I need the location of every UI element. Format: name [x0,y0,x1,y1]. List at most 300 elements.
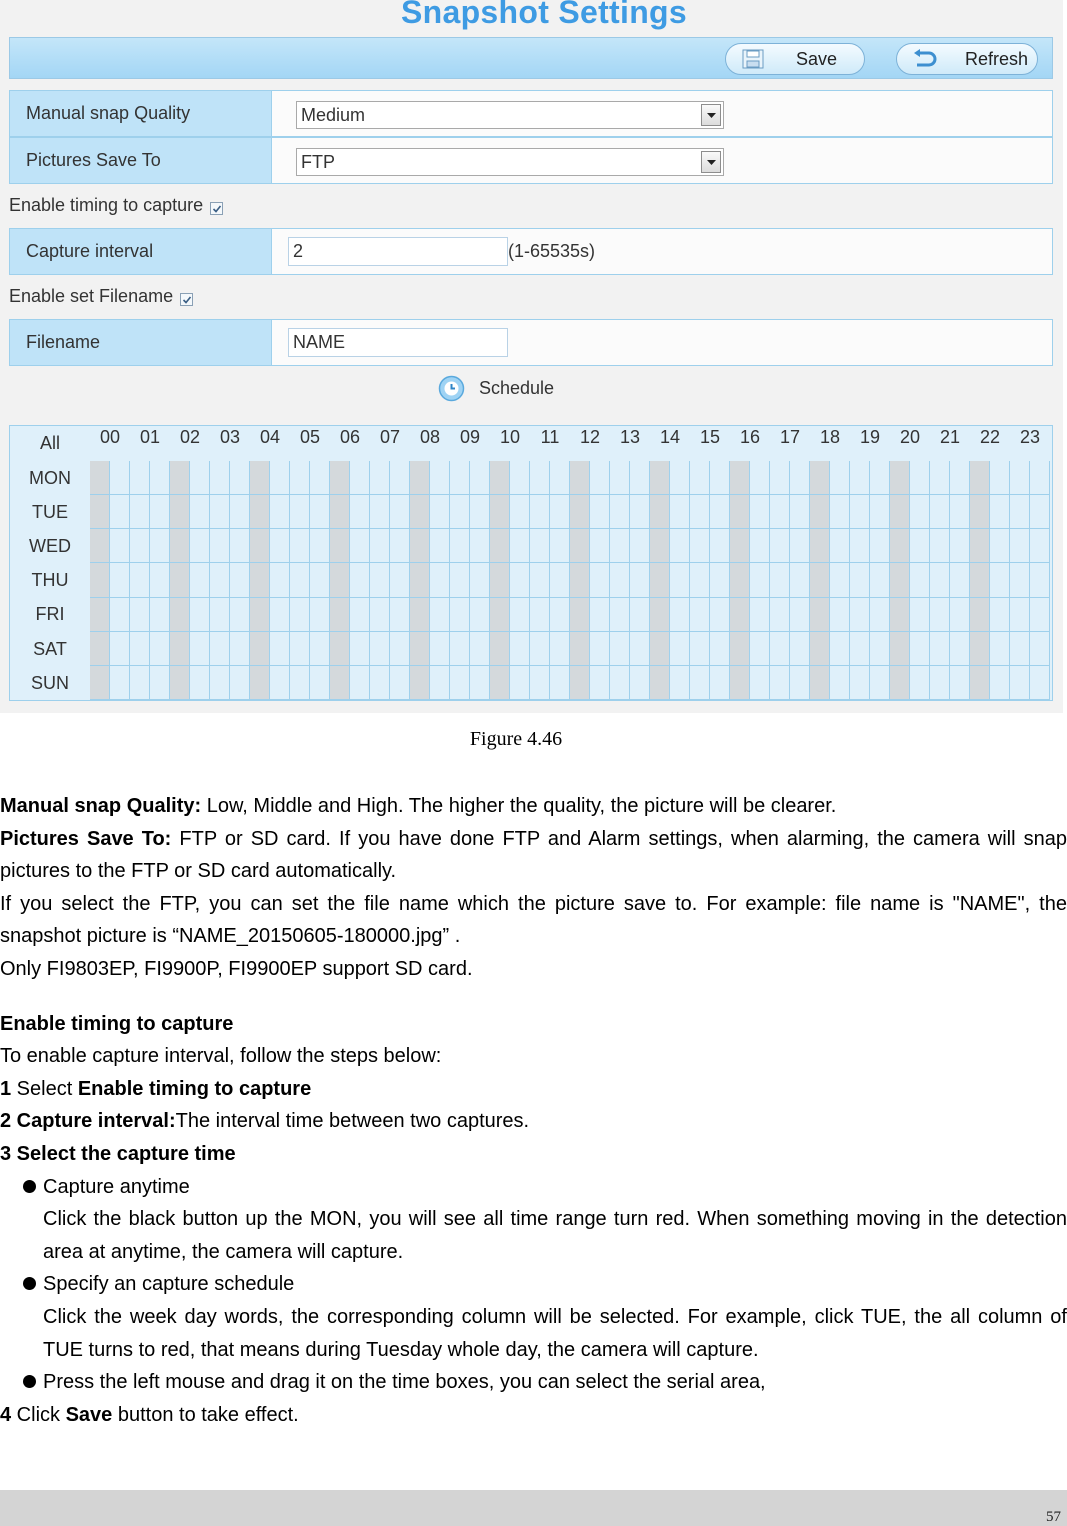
schedule-cell[interactable] [910,461,930,495]
schedule-cell[interactable] [710,495,730,529]
schedule-cell[interactable] [710,666,730,700]
schedule-cell[interactable] [270,666,290,700]
schedule-cell[interactable] [310,461,330,495]
day-label-tue[interactable]: TUE [32,501,68,522]
schedule-cell[interactable] [130,461,150,495]
schedule-cell[interactable] [210,598,230,632]
schedule-cell[interactable] [550,666,570,700]
schedule-cell[interactable] [430,666,450,700]
schedule-cell[interactable] [190,598,210,632]
schedule-cell[interactable] [390,598,410,632]
schedule-cell[interactable] [610,461,630,495]
schedule-cell[interactable] [470,495,490,529]
day-label-sun[interactable]: SUN [30,672,69,693]
schedule-cell[interactable] [210,563,230,597]
schedule-cell[interactable] [270,461,290,495]
schedule-cell[interactable] [830,666,850,700]
schedule-cell[interactable] [150,563,170,597]
schedule-cell[interactable] [850,495,870,529]
schedule-cell[interactable] [90,529,110,563]
schedule-cell[interactable] [610,666,630,700]
hour-header-16[interactable]: 16 [730,426,770,448]
schedule-cell[interactable] [970,495,990,529]
schedule-cell[interactable] [470,529,490,563]
day-label-fri[interactable]: FRI [35,604,65,625]
schedule-cell[interactable] [950,529,970,563]
schedule-cell[interactable] [210,632,230,666]
schedule-cell[interactable] [130,495,150,529]
schedule-cell[interactable] [890,529,910,563]
schedule-cell[interactable] [990,598,1010,632]
hour-header-10[interactable]: 10 [490,426,530,448]
schedule-cell[interactable] [110,461,130,495]
schedule-cell[interactable] [1010,495,1030,529]
schedule-cell[interactable] [850,632,870,666]
filename-input[interactable]: NAME [288,328,508,357]
schedule-cell[interactable] [510,598,530,632]
enable-timing-checkbox[interactable] [210,202,223,215]
hour-header-20[interactable]: 20 [890,426,930,448]
schedule-cell[interactable] [750,563,770,597]
schedule-cell[interactable] [770,563,790,597]
schedule-cell[interactable] [370,563,390,597]
schedule-cell[interactable] [330,666,350,700]
schedule-cell[interactable] [350,461,370,495]
hour-header-15[interactable]: 15 [690,426,730,448]
schedule-cell[interactable] [310,529,330,563]
schedule-cell[interactable] [210,495,230,529]
chevron-down-icon[interactable] [701,104,721,126]
schedule-cell[interactable] [470,598,490,632]
schedule-cell[interactable] [730,495,750,529]
schedule-cell[interactable] [230,632,250,666]
schedule-cell[interactable] [830,529,850,563]
schedule-cell[interactable] [990,632,1010,666]
pictures-save-to-select[interactable] [296,148,724,176]
schedule-cell[interactable] [130,563,150,597]
hour-header-01[interactable]: 01 [130,426,170,448]
schedule-cell[interactable] [750,632,770,666]
hour-header-18[interactable]: 18 [810,426,850,448]
schedule-cell[interactable] [970,563,990,597]
schedule-cell[interactable] [690,495,710,529]
schedule-cell[interactable] [410,563,430,597]
schedule-cell[interactable] [350,563,370,597]
schedule-cell[interactable] [190,495,210,529]
schedule-cell[interactable] [610,529,630,563]
schedule-cell[interactable] [190,461,210,495]
schedule-cell[interactable] [150,598,170,632]
schedule-cell[interactable] [330,495,350,529]
schedule-cell[interactable] [1010,461,1030,495]
schedule-cell[interactable] [690,666,710,700]
schedule-cell[interactable] [590,598,610,632]
schedule-cell[interactable] [690,461,710,495]
schedule-cell[interactable] [550,461,570,495]
schedule-cell[interactable] [370,598,390,632]
schedule-cell[interactable] [950,563,970,597]
schedule-cell[interactable] [190,632,210,666]
schedule-cell[interactable] [450,495,470,529]
schedule-cell[interactable] [1010,529,1030,563]
schedule-cell[interactable] [510,495,530,529]
hour-header-02[interactable]: 02 [170,426,210,448]
manual-snap-quality-select[interactable] [296,101,724,129]
schedule-cell[interactable] [310,598,330,632]
schedule-cell[interactable] [810,598,830,632]
hour-header-00[interactable]: 00 [90,426,130,448]
schedule-cell[interactable] [570,563,590,597]
schedule-cell[interactable] [130,598,150,632]
schedule-cell[interactable] [450,563,470,597]
schedule-cell[interactable] [290,666,310,700]
schedule-cell[interactable] [90,563,110,597]
schedule-cell[interactable] [770,598,790,632]
schedule-cell[interactable] [670,632,690,666]
schedule-cell[interactable] [630,495,650,529]
schedule-cell[interactable] [1030,598,1050,632]
schedule-cell[interactable] [490,666,510,700]
schedule-cell[interactable] [810,666,830,700]
schedule-cell[interactable] [590,666,610,700]
schedule-cell[interactable] [330,529,350,563]
schedule-cell[interactable] [850,598,870,632]
schedule-cell[interactable] [470,632,490,666]
schedule-cell[interactable] [710,529,730,563]
schedule-cell[interactable] [510,461,530,495]
schedule-cell[interactable] [890,495,910,529]
schedule-cell[interactable] [970,461,990,495]
hour-header-13[interactable]: 13 [610,426,650,448]
schedule-cell[interactable] [310,666,330,700]
schedule-cell[interactable] [890,563,910,597]
schedule-cell[interactable] [910,495,930,529]
refresh-button[interactable] [896,43,1038,75]
schedule-cell[interactable] [570,632,590,666]
schedule-cell[interactable] [250,598,270,632]
select-all-button[interactable]: All [39,433,60,453]
schedule-cell[interactable] [410,598,430,632]
schedule-cell[interactable] [90,632,110,666]
schedule-cell[interactable] [250,529,270,563]
schedule-cell[interactable] [110,563,130,597]
hour-header-04[interactable]: 04 [250,426,290,448]
enable-filename-checkbox[interactable] [180,293,193,306]
schedule-cell[interactable] [250,563,270,597]
schedule-cell[interactable] [350,666,370,700]
hour-header-12[interactable]: 12 [570,426,610,448]
schedule-cell[interactable] [610,632,630,666]
capture-interval-input[interactable]: 2 [288,237,508,266]
schedule-cell[interactable] [470,461,490,495]
schedule-cell[interactable] [170,598,190,632]
schedule-cell[interactable] [390,563,410,597]
schedule-cell[interactable] [930,666,950,700]
schedule-cell[interactable] [690,529,710,563]
schedule-cell[interactable] [290,563,310,597]
schedule-cell[interactable] [290,598,310,632]
schedule-cell[interactable] [770,495,790,529]
schedule-cell[interactable] [390,461,410,495]
schedule-cell[interactable] [170,529,190,563]
schedule-cell[interactable] [930,495,950,529]
schedule-cell[interactable] [490,461,510,495]
schedule-cell[interactable] [650,632,670,666]
schedule-cell[interactable] [530,563,550,597]
schedule-cell[interactable] [150,529,170,563]
schedule-cell[interactable] [250,666,270,700]
schedule-cell[interactable] [870,598,890,632]
schedule-cell[interactable] [630,598,650,632]
schedule-cell[interactable] [330,632,350,666]
schedule-cell[interactable] [710,563,730,597]
schedule-cell[interactable] [390,666,410,700]
schedule-cell[interactable] [410,666,430,700]
schedule-cell[interactable] [410,632,430,666]
schedule-cell[interactable] [930,632,950,666]
schedule-cell[interactable] [270,495,290,529]
schedule-cell[interactable] [630,563,650,597]
schedule-cell[interactable] [790,495,810,529]
schedule-cell[interactable] [130,529,150,563]
schedule-cell[interactable] [530,632,550,666]
schedule-cell[interactable] [670,461,690,495]
schedule-cell[interactable] [150,461,170,495]
schedule-cell[interactable] [830,632,850,666]
schedule-cell[interactable] [350,495,370,529]
schedule-cell[interactable] [710,598,730,632]
schedule-cell[interactable] [650,461,670,495]
schedule-cell[interactable] [670,563,690,597]
schedule-cell[interactable] [550,563,570,597]
schedule-cell[interactable] [630,529,650,563]
schedule-cell[interactable] [770,461,790,495]
schedule-cell[interactable] [90,598,110,632]
schedule-cell[interactable] [490,563,510,597]
schedule-cell[interactable] [810,461,830,495]
schedule-cell[interactable] [650,563,670,597]
schedule-cell[interactable] [230,666,250,700]
hour-header-14[interactable]: 14 [650,426,690,448]
schedule-cell[interactable] [570,598,590,632]
schedule-cell[interactable] [110,598,130,632]
schedule-cell[interactable] [430,461,450,495]
schedule-cell[interactable] [710,461,730,495]
schedule-cell[interactable] [650,598,670,632]
schedule-cell[interactable] [810,563,830,597]
schedule-cell[interactable] [330,598,350,632]
schedule-cell[interactable] [410,461,430,495]
schedule-cell[interactable] [470,563,490,597]
schedule-cell[interactable] [790,598,810,632]
schedule-cell[interactable] [310,632,330,666]
schedule-cell[interactable] [570,461,590,495]
schedule-cell[interactable] [970,632,990,666]
schedule-cell[interactable] [290,495,310,529]
schedule-cell[interactable] [750,529,770,563]
schedule-cell[interactable] [570,666,590,700]
schedule-cell[interactable] [130,666,150,700]
schedule-cell[interactable] [430,563,450,597]
schedule-cell[interactable] [150,666,170,700]
schedule-cell[interactable] [830,495,850,529]
schedule-cell[interactable] [770,666,790,700]
schedule-cell[interactable] [290,632,310,666]
schedule-cell[interactable] [390,495,410,529]
schedule-cell[interactable] [1010,666,1030,700]
schedule-cell[interactable] [930,598,950,632]
schedule-cell[interactable] [490,632,510,666]
hour-header-22[interactable]: 22 [970,426,1010,448]
schedule-cell[interactable] [970,529,990,563]
schedule-cell[interactable] [790,563,810,597]
schedule-cell[interactable] [510,632,530,666]
schedule-cell[interactable] [870,563,890,597]
schedule-cell[interactable] [890,632,910,666]
schedule-cell[interactable] [650,529,670,563]
schedule-cell[interactable] [670,666,690,700]
schedule-cell[interactable] [750,666,770,700]
schedule-cell[interactable] [850,563,870,597]
schedule-cell[interactable] [230,495,250,529]
schedule-cell[interactable] [670,529,690,563]
schedule-cell[interactable] [690,598,710,632]
schedule-cell[interactable] [910,598,930,632]
hour-header-05[interactable]: 05 [290,426,330,448]
day-label-mon[interactable]: MON [29,467,71,488]
schedule-cell[interactable] [930,461,950,495]
schedule-cell[interactable] [430,598,450,632]
schedule-cell[interactable] [230,563,250,597]
schedule-cell[interactable] [350,529,370,563]
schedule-cell[interactable] [390,632,410,666]
schedule-cell[interactable] [790,461,810,495]
schedule-cell[interactable] [90,495,110,529]
hour-header-09[interactable]: 09 [450,426,490,448]
schedule-cell[interactable] [250,495,270,529]
schedule-cell[interactable] [110,495,130,529]
schedule-cell[interactable] [950,632,970,666]
schedule-cell[interactable] [1030,632,1050,666]
schedule-cell[interactable] [950,461,970,495]
schedule-cell[interactable] [230,598,250,632]
schedule-cell[interactable] [290,529,310,563]
hour-header-08[interactable]: 08 [410,426,450,448]
save-button[interactable] [725,43,865,75]
schedule-cell[interactable] [230,529,250,563]
schedule-cell[interactable] [490,495,510,529]
hour-header-06[interactable]: 06 [330,426,370,448]
schedule-cell[interactable] [850,461,870,495]
schedule-cell[interactable] [110,529,130,563]
schedule-cell[interactable] [870,461,890,495]
schedule-cell[interactable] [1030,495,1050,529]
schedule-cell[interactable] [730,666,750,700]
schedule-cell[interactable] [310,495,330,529]
schedule-cell[interactable] [150,495,170,529]
schedule-cell[interactable] [450,632,470,666]
schedule-cell[interactable] [730,529,750,563]
schedule-cell[interactable] [90,666,110,700]
schedule-cell[interactable] [990,461,1010,495]
schedule-cell[interactable] [890,461,910,495]
schedule-cell[interactable] [490,529,510,563]
schedule-cell[interactable] [110,666,130,700]
schedule-cell[interactable] [170,495,190,529]
schedule-cell[interactable] [530,598,550,632]
schedule-cell[interactable] [270,563,290,597]
schedule-cell[interactable] [810,632,830,666]
schedule-cell[interactable] [950,495,970,529]
schedule-cell[interactable] [990,666,1010,700]
schedule-cell[interactable] [410,495,430,529]
schedule-cell[interactable] [190,666,210,700]
schedule-cell[interactable] [510,666,530,700]
schedule-cell[interactable] [630,461,650,495]
schedule-cell[interactable] [910,666,930,700]
schedule-cell[interactable] [350,598,370,632]
schedule-cell[interactable] [370,632,390,666]
schedule-cell[interactable] [850,529,870,563]
schedule-cell[interactable] [990,563,1010,597]
schedule-cell[interactable] [690,563,710,597]
schedule-cell[interactable] [570,529,590,563]
schedule-cell[interactable] [390,529,410,563]
schedule-cell[interactable] [230,461,250,495]
day-label-wed[interactable]: WED [29,535,71,556]
schedule-cell[interactable] [510,529,530,563]
schedule-cell[interactable] [850,666,870,700]
schedule-cell[interactable] [370,495,390,529]
schedule-cell[interactable] [270,598,290,632]
schedule-cell[interactable] [810,529,830,563]
schedule-cell[interactable] [830,563,850,597]
schedule-cell[interactable] [590,529,610,563]
schedule-cell[interactable] [610,598,630,632]
hour-header-03[interactable]: 03 [210,426,250,448]
hour-header-19[interactable]: 19 [850,426,890,448]
schedule-cell[interactable] [450,666,470,700]
schedule-cell[interactable] [610,563,630,597]
schedule-cell[interactable] [870,529,890,563]
schedule-cell[interactable] [370,666,390,700]
schedule-cell[interactable] [1010,598,1030,632]
schedule-cell[interactable] [710,632,730,666]
schedule-cell[interactable] [250,461,270,495]
day-label-sat[interactable]: SAT [33,638,67,659]
schedule-cell[interactable] [670,495,690,529]
schedule-cell[interactable] [970,598,990,632]
schedule-cell[interactable] [330,563,350,597]
schedule-cell[interactable] [690,632,710,666]
hour-header-11[interactable]: 11 [530,426,570,448]
schedule-cell[interactable] [770,529,790,563]
schedule-cell[interactable] [370,461,390,495]
schedule-cell[interactable] [450,529,470,563]
schedule-cell[interactable] [430,632,450,666]
schedule-cell[interactable] [310,563,330,597]
schedule-cell[interactable] [210,461,230,495]
schedule-cell[interactable] [430,495,450,529]
schedule-cell[interactable] [870,632,890,666]
schedule-cell[interactable] [450,461,470,495]
schedule-cell[interactable] [190,529,210,563]
schedule-cell[interactable] [170,563,190,597]
schedule-cell[interactable] [450,598,470,632]
schedule-cell[interactable] [610,495,630,529]
schedule-cell[interactable] [190,563,210,597]
schedule-cell[interactable] [330,461,350,495]
